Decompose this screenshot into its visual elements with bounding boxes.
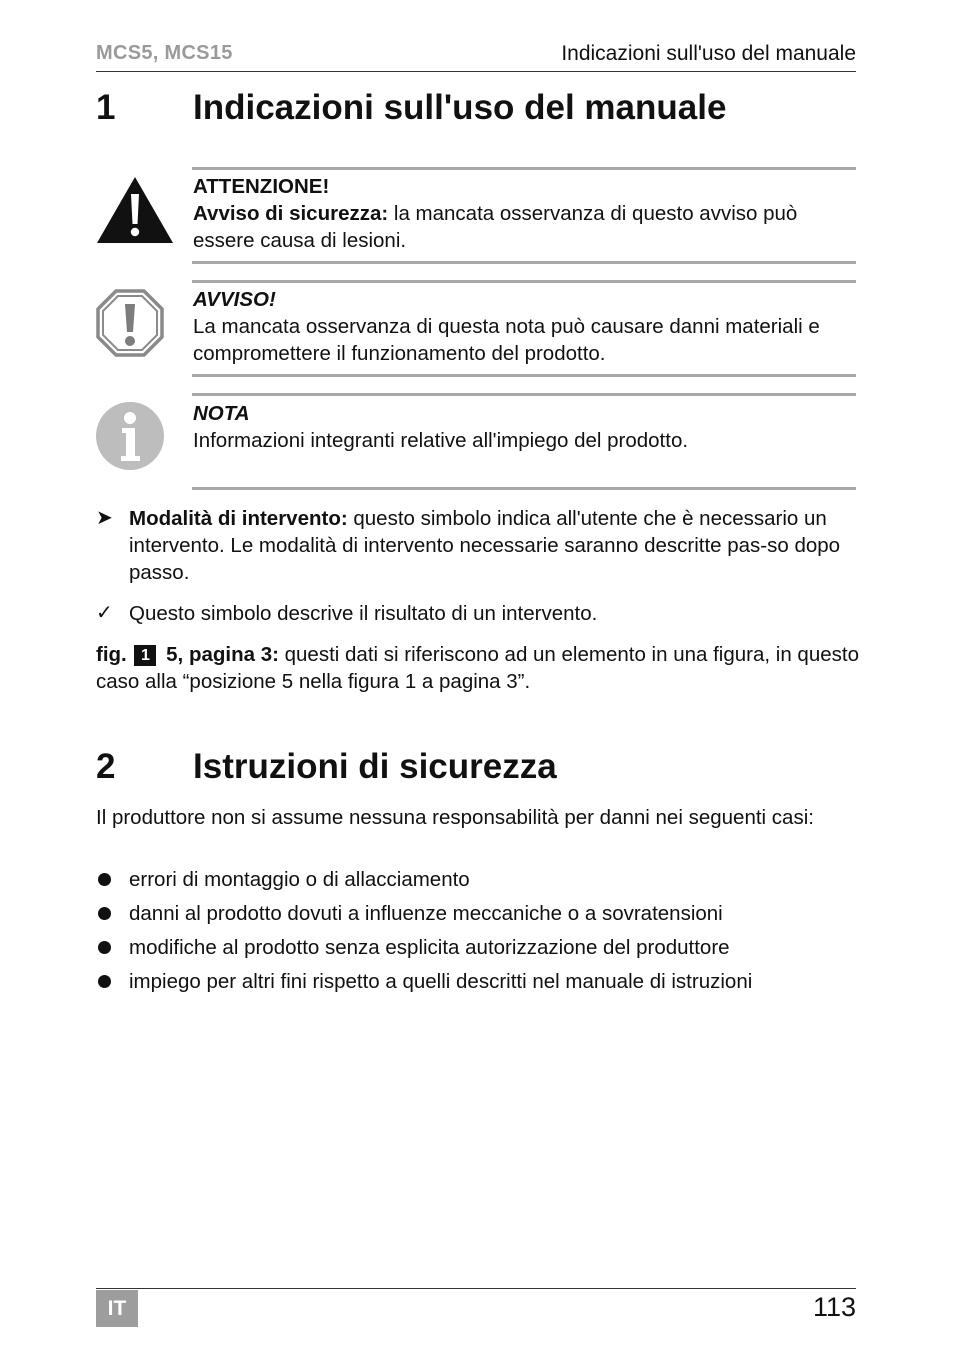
figure-reference xyxy=(96,641,860,695)
note-bottom-rule xyxy=(192,487,856,490)
list-item xyxy=(0,968,954,998)
warning-title: ATTENZIONE! xyxy=(193,175,330,198)
note-block xyxy=(193,400,861,454)
page-number: 113 xyxy=(812,1292,856,1322)
caution-text: La mancata osservanza di questa nota può causare danni materiali e compromettere il funzionamento del prodotto. xyxy=(193,315,820,365)
footer-divider xyxy=(96,1288,856,1289)
action-lead: Modalità di intervento: xyxy=(129,507,348,530)
figref-body: questi dati si riferiscono ad un elemento in una figura, in questo caso alla “posizione 5 nella figura 1 a pagina 3”. xyxy=(96,643,859,693)
warning-bottom-rule xyxy=(192,261,856,264)
checkmark-icon: ✓ xyxy=(96,602,113,624)
section-1-title: Indicazioni sull'uso del manuale xyxy=(193,88,727,127)
warning-body: la mancata osservanza di questo avviso può essere causa di lesioni. xyxy=(193,202,798,252)
info-circle-icon xyxy=(96,402,164,470)
result-text: Questo simbolo descrive il risultato di un intervento. xyxy=(129,602,598,625)
section-2-number: 2 xyxy=(96,747,116,786)
header-product: MCS5, MCS15 xyxy=(96,42,233,64)
section-2-intro: Il produttore non si assume nessuna responsabilità per danni nei seguenti casi: xyxy=(96,806,814,829)
caution-bottom-rule xyxy=(192,374,856,377)
list-item-text: errori di montaggio o di allacciamento xyxy=(129,868,470,891)
note-title: NOTA xyxy=(193,402,250,425)
bullet-dot xyxy=(98,907,111,920)
action-body: questo simbolo indica all'utente che è necessario un intervento. Le modalità di intervento necessarie saranno descritte pas-so dopo passo. xyxy=(129,507,841,584)
language-badge: IT xyxy=(96,1290,138,1327)
figref-suffix: 5, pagina 3: xyxy=(166,643,279,666)
caution-title: AVVISO! xyxy=(193,288,276,311)
caution-top-rule xyxy=(192,280,856,283)
header-divider xyxy=(96,71,856,72)
bullet-dot xyxy=(98,873,111,886)
list-item-text: impiego per altri fini rispetto a quelli descritti nel manuale di istruzioni xyxy=(129,970,753,993)
section-2-title: Istruzioni di sicurezza xyxy=(193,747,557,786)
bullet-dot xyxy=(98,975,111,988)
result-item xyxy=(0,600,954,630)
figref-prefix: fig. xyxy=(96,643,127,666)
list-item xyxy=(0,866,954,896)
list-item-text: modifiche al prodotto senza esplicita autorizzazione del produttore xyxy=(129,936,730,959)
warning-text xyxy=(193,200,861,254)
warning-block xyxy=(193,173,861,254)
action-text xyxy=(129,505,859,586)
section-1-heading xyxy=(96,88,856,132)
warning-triangle-icon xyxy=(96,176,174,244)
warning-top-rule xyxy=(192,167,856,170)
action-arrow-icon: ➤ xyxy=(96,507,113,529)
note-text: Informazioni integranti relative all'impiego del prodotto. xyxy=(193,429,689,452)
list-item xyxy=(0,900,954,930)
list-item-text: danni al prodotto dovuti a influenze meccaniche o a sovratensioni xyxy=(129,902,723,925)
exclamation-octagon-icon xyxy=(96,289,164,357)
section-1-number: 1 xyxy=(96,88,116,127)
list-item xyxy=(0,934,954,964)
bullet-dot xyxy=(98,941,111,954)
caution-block xyxy=(193,286,861,367)
section-2-heading xyxy=(96,747,856,791)
note-top-rule xyxy=(192,393,856,396)
figure-number-badge: 1 xyxy=(134,645,156,666)
header-section: Indicazioni sull'uso del manuale xyxy=(561,42,856,65)
warning-lead: Avviso di sicurezza: xyxy=(193,202,389,225)
action-item xyxy=(0,505,954,589)
